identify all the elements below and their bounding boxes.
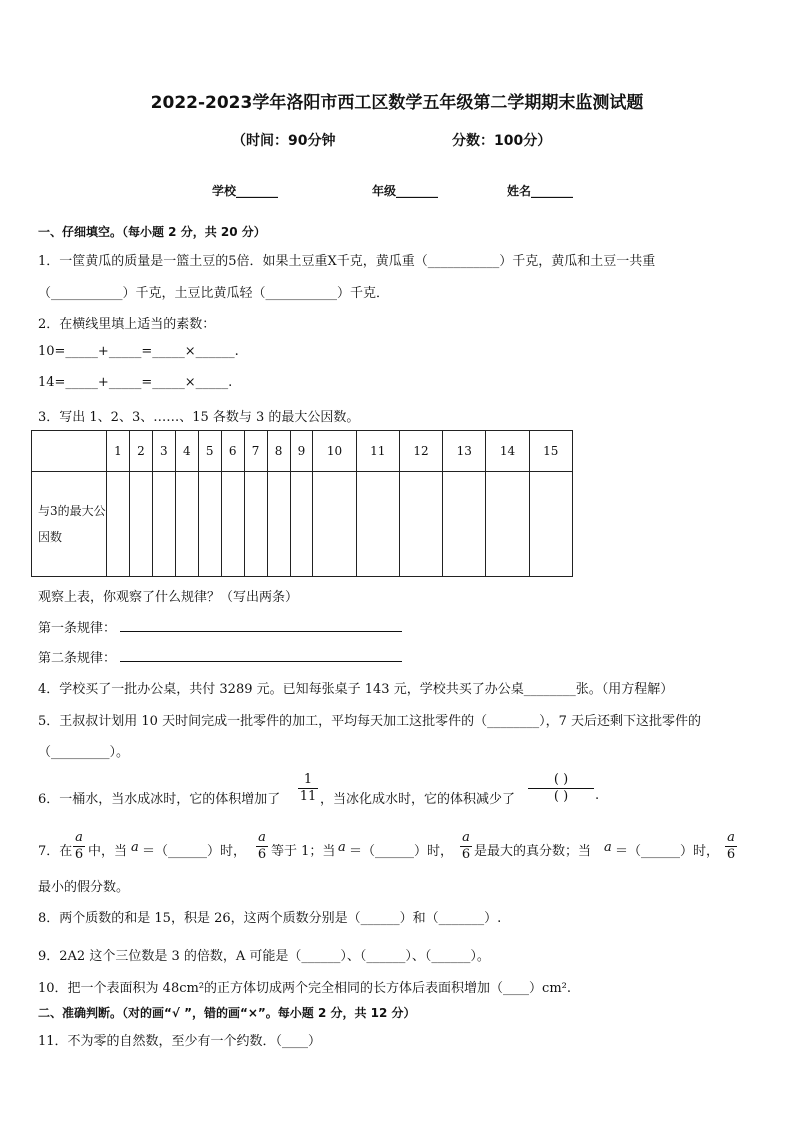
q7-part-a: 7．在 xyxy=(38,844,73,859)
q7-fraction-2 xyxy=(256,830,268,863)
table-number-cell: 9 xyxy=(290,431,313,472)
q10: 10．把一个表面积为 48cm²的正方体切成两个完全相同的长方体后表面积增加（____）cm². xyxy=(38,981,571,996)
q7-line2: 最小的假分数。 xyxy=(38,880,130,895)
q1-line2: （___________）千克，土豆比黄瓜轻（___________）千克． xyxy=(38,286,390,301)
table-row-label: 与3的最大公因数 xyxy=(32,472,107,577)
answer-cell[interactable] xyxy=(221,472,244,577)
q7-fraction-4 xyxy=(725,830,737,863)
frac-denominator: 6 xyxy=(461,847,471,862)
q6-answer-fraction[interactable] xyxy=(528,772,594,805)
q2-prompt: 2．在横线里填上适当的素数： xyxy=(38,317,216,332)
q6-fraction xyxy=(298,772,318,805)
q7-var: a xyxy=(338,840,346,855)
school-field: 学校_______ xyxy=(212,184,279,198)
q7-var: a xyxy=(131,840,139,855)
q6-prefix: 6．一桶水，当水成冰时，它的体积增加了 xyxy=(38,792,281,807)
q1-line1: 1．一筐黄瓜的质量是一篮土豆的5倍．如果土豆重X千克，黄瓜重（___________）千克，黄瓜和土豆一共重 xyxy=(38,254,656,269)
answer-cell[interactable] xyxy=(313,472,356,577)
q7-part-b: 中，当 xyxy=(88,844,128,859)
answer-cell[interactable] xyxy=(198,472,221,577)
answer-cell[interactable] xyxy=(356,472,399,577)
section2-heading: 二、准确判断。（对的画“√ ”，错的画“×”。每小题 2 分，共 12 分） xyxy=(38,1006,416,1020)
answer-cell[interactable] xyxy=(129,472,152,577)
answer-cell[interactable] xyxy=(107,472,130,577)
q6-answer-numerator: ( ) xyxy=(553,772,569,787)
q5-line1: 5．王叔叔计划用 10 天时间完成一批零件的加工，平均每天加工这批零件的（________），7 天后还剩下这批零件的 xyxy=(38,714,701,729)
frac-denominator: 6 xyxy=(726,847,736,862)
table-number-cell: 3 xyxy=(152,431,175,472)
table-number-cell: 5 xyxy=(198,431,221,472)
answer-cell[interactable] xyxy=(290,472,313,577)
section1-heading: 一、仔细填空。（每小题 2 分，共 20 分） xyxy=(38,225,266,239)
table-number-cell: 13 xyxy=(443,431,486,472)
q3-observe: 观察上表，你观察了什么规律？（写出两条） xyxy=(38,590,299,605)
q6-answer-denominator: ( ) xyxy=(553,789,569,804)
q7-part-d: 等于 1；当 xyxy=(271,844,336,859)
q6-frac-denominator: 11 xyxy=(299,789,317,804)
q6-middle: ，当冰化成水时，它的体积减少了 xyxy=(320,792,516,807)
q3-prompt: 3．写出 1、2、3、……、15 各数与 3 的最大公因数。 xyxy=(38,410,360,425)
gcd-table xyxy=(31,430,573,577)
answer-cell[interactable] xyxy=(399,472,442,577)
table-answer-row xyxy=(32,472,573,577)
table-number-cell: 15 xyxy=(529,431,572,472)
table-number-cell: 8 xyxy=(267,431,290,472)
table-number-cell: 12 xyxy=(399,431,442,472)
rule1-answer-line[interactable] xyxy=(120,631,402,632)
q7-fraction-1 xyxy=(73,830,85,863)
table-number-cell: 2 xyxy=(129,431,152,472)
q4: 4．学校买了一批办公桌，共付 3289 元。已知每张桌子 143 元，学校共买了办公桌________张。（用方程解） xyxy=(38,682,674,697)
table-number-cell: 4 xyxy=(175,431,198,472)
q5-line2: （_________）。 xyxy=(38,745,130,760)
exam-score: 分数：100分） xyxy=(452,133,552,149)
q2-line-a: 10=_____+_____=_____×______. xyxy=(38,344,239,359)
answer-cell[interactable] xyxy=(175,472,198,577)
q7-part-f: 是最大的真分数；当 xyxy=(474,844,592,859)
answer-cell[interactable] xyxy=(267,472,290,577)
q11: 11．不为零的自然数，至少有一个约数．（____） xyxy=(38,1034,322,1049)
table-corner-cell xyxy=(32,431,107,472)
q7-fraction-3 xyxy=(460,830,472,863)
q2-line-b: 14=_____+_____=_____×_____. xyxy=(38,375,233,390)
table-number-cell: 10 xyxy=(313,431,356,472)
frac-denominator: 6 xyxy=(257,847,267,862)
frac-numerator: a xyxy=(462,830,470,845)
table-number-cell: 7 xyxy=(244,431,267,472)
q3-rule1-label: 第一条规律： xyxy=(38,621,117,636)
table-number-cell: 14 xyxy=(486,431,529,472)
q3-rule2-label: 第二条规律： xyxy=(38,651,117,666)
table-number-cell: 1 xyxy=(107,431,130,472)
q9: 9．2A2 这个三位数是 3 的倍数，A 可能是（______）、（______）、（______）。 xyxy=(38,949,490,964)
q7-part-c: ＝（______）时， xyxy=(142,844,247,859)
frac-denominator: 6 xyxy=(74,847,84,862)
table-number-cell: 11 xyxy=(356,431,399,472)
answer-cell[interactable] xyxy=(529,472,572,577)
answer-cell[interactable] xyxy=(443,472,486,577)
q8: 8．两个质数的和是 15，积是 26，这两个质数分别是（______）和（_______）. xyxy=(38,911,502,926)
q6-end: . xyxy=(595,788,600,803)
page-title: 2022-2023学年洛阳市西工区数学五年级第二学期期末监测试题 xyxy=(150,93,644,113)
rule2-answer-line[interactable] xyxy=(120,661,402,662)
frac-numerator: a xyxy=(258,830,266,845)
frac-numerator: a xyxy=(727,830,735,845)
frac-numerator: a xyxy=(75,830,83,845)
q7-part-e: ＝（______）时， xyxy=(349,844,454,859)
q7-var: a xyxy=(604,840,612,855)
table-header-row xyxy=(32,431,573,472)
answer-cell[interactable] xyxy=(244,472,267,577)
grade-field: 年级_______ xyxy=(372,184,439,198)
q7-part-g: ＝（______）时， xyxy=(615,844,720,859)
table-number-cell: 6 xyxy=(221,431,244,472)
exam-time: （时间：90分钟 xyxy=(232,133,336,149)
name-field: 姓名_______ xyxy=(507,184,574,198)
answer-cell[interactable] xyxy=(486,472,529,577)
answer-cell[interactable] xyxy=(152,472,175,577)
q6-frac-numerator: 1 xyxy=(303,772,313,787)
